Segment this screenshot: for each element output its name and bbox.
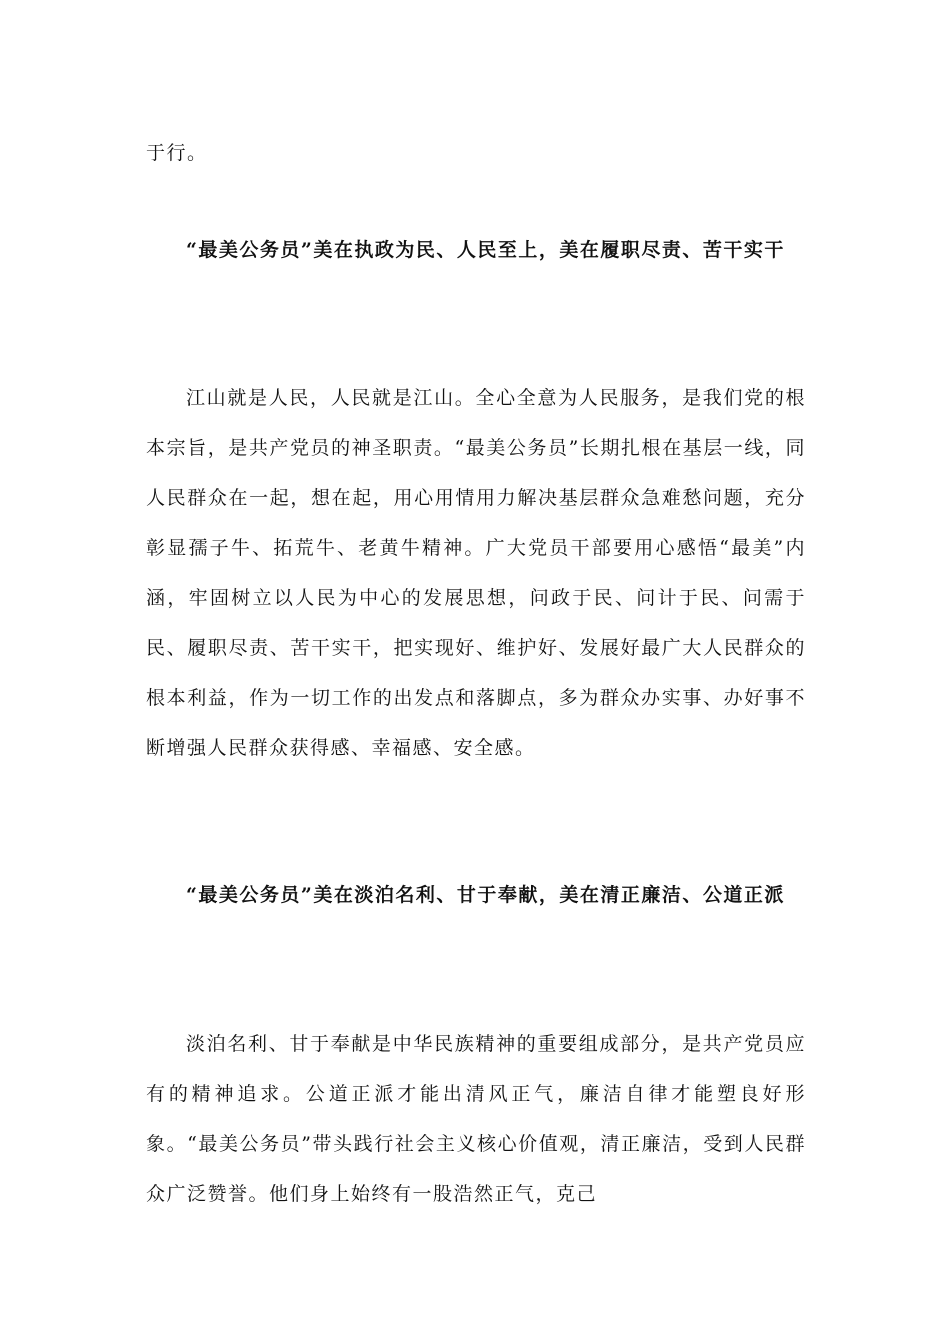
section-body-1: 江山就是人民，人民就是江山。全心全意为人民服务，是我们党的根本宗旨，是共产党员的神圣职责。“最美公务员”长期扎根在基层一线，同人民群众在一起，想在起，用心用情用力解决基层群众急难愁问题，充分彰显孺子牛、拓荒牛、老黄牛精神。广大党员干部要用心感悟“最美”内涵，牢固树立以人民为中心的发展思想，问政于民、问计于民、问需于民、履职尽责、苦干实干，把实现好、维护好、发展好最广大人民群众的根本利益，作为一切工作的出发点和落脚点，多为群众办实事、办好事不断增强人民群众获得感、幸福感、安全感。 <box>146 387 806 759</box>
section-heading-2: “最美公务员”美在淡泊名利、甘于奉献，美在清正廉洁、公道正派 <box>186 884 785 906</box>
section-heading-1: “最美公务员”美在执政为民、人民至上，美在履职尽责、苦干实干 <box>186 239 785 261</box>
section-body-2: 淡泊名利、甘于奉献是中华民族精神的重要组成部分，是共产党员应有的精神追求。公道正派才能出清风正气，廉洁自律才能塑良好形象。“最美公务员”带头践行社会主义核心价值观，清正廉洁，受到人民群众广泛赞誉。他们身上始终有一股浩然正气，克己 <box>146 1033 806 1205</box>
paragraph-continuation: 于行。 <box>146 142 208 164</box>
